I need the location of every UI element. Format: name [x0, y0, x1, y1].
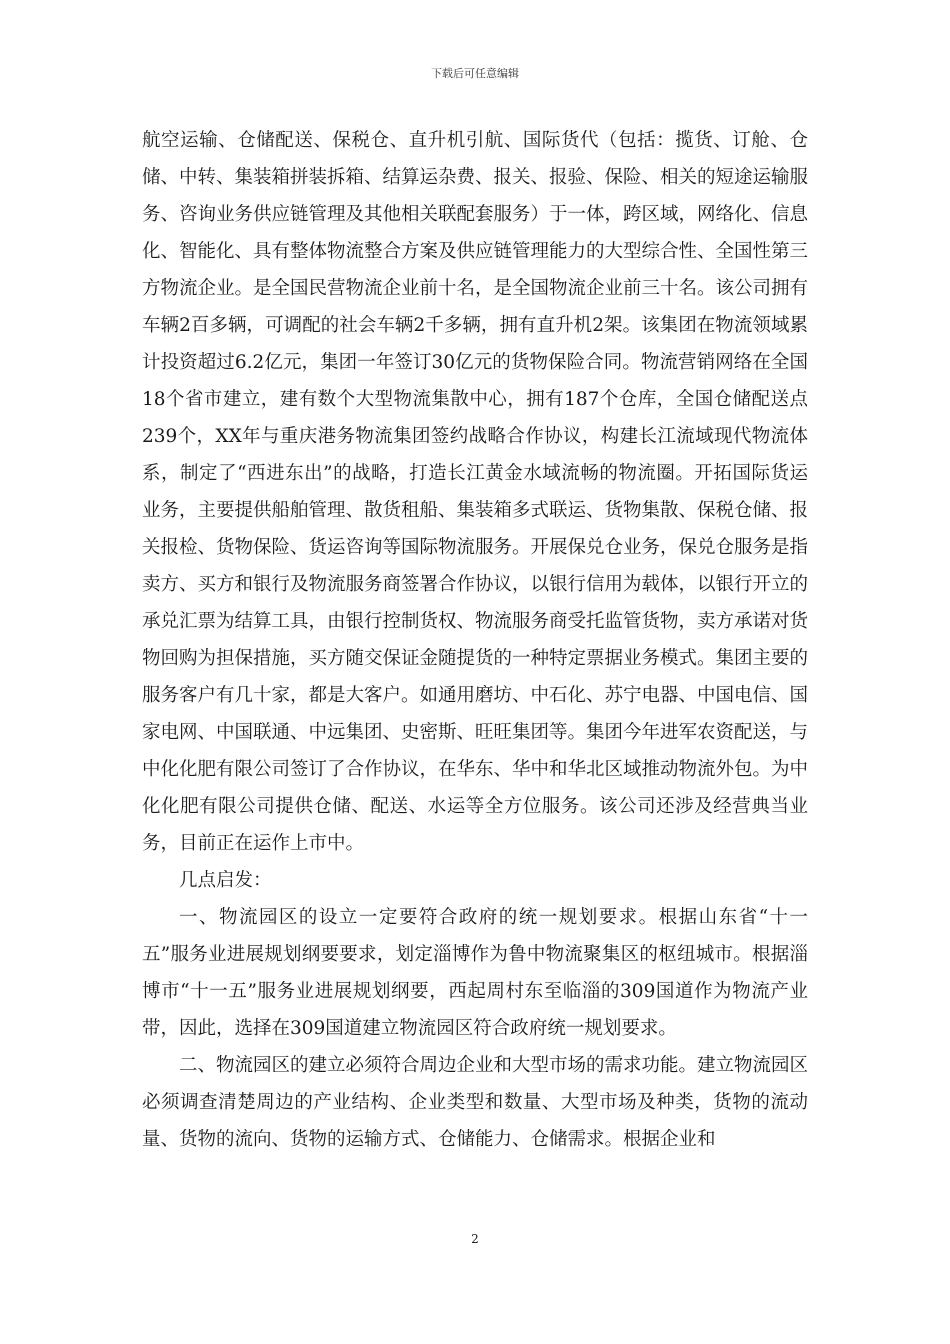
- paragraph-insight-one: 一、物流园区的设立一定要符合政府的统一规划要求。根据山东省“十一五”服务业进展规划纲要要求，划定淄博作为鲁中物流聚集区的枢纽城市。根据淄博市“十一五”服务业进展规划纲要，西起周村东至临淄的309国道作为物流产业带，因此，选择在309国道建立物流园区符合政府统一规划要求。: [142, 907, 808, 1039]
- paragraph-insight-two: 二、物流园区的建立必须符合周边企业和大型市场的需求功能。建立物流园区必须调查清楚周边的产业结构、企业类型和数量、大型市场及种类，货物的流动量、货物的流向、货物的运输方式、仓储能力、仓储需求。根据企业和: [142, 1055, 809, 1150]
- header-text: 下载后可任意编辑: [431, 67, 519, 80]
- page-header: [0, 67, 950, 81]
- page-number: 2: [471, 1232, 479, 1246]
- document-body: [142, 122, 808, 1158]
- paragraph-company-profile: 航空运输、仓储配送、保税仓、直升机引航、国际货代（包括：揽货、订舱、仓储、中转、集装箱拼装拆箱、结算运杂费、报关、报验、保险、相关的短途运输服务、咨询业务供应链管理及其他相关联配套服务）于一体，跨区域，网络化、信息化、智能化、具有整体物流整合方案及供应链管理能力的大型综合性、全国性第三方物流企业。是全国民营物流企业前十名，是全国物流企业前三十名。该公司拥有车辆2百多辆，可调配的社会车辆2千多辆，拥有直升机2架。该集团在物流领域累计投资超过6.2亿元，集团一年签订30亿元的货物保险合同。物流营销网络在全国18个省市建立，建有数个大型物流集散中心，拥有187个仓库，全国仓储配送点239个，XX年与重庆港务物流集团签约战略合作协议，构建长江流域现代物流体系，制定了“西进东出”的战略，打造长江黄金水域流畅的物流圈。开拓国际货运业务，主要提供船舶管理、散货租船、集装箱多式联运、货物集散、保税仓储、报关报检、货物保险、货运咨询等国际物流服务。开展保兑仓业务，保兑仓服务是指卖方、买方和银行及物流服务商签署合作协议，以银行信用为载体，以银行开立的承兑汇票为结算工具，由银行控制货权、物流服务商受托监管货物，卖方承诺对货物回购为担保措施，买方随交保证金随提货的一种特定票据业务模式。集团主要的服务客户有几十家，都是大客户。如通用磨坊、中石化、苏宁电器、中国电信、国家电网、中国联通、中远集团、史密斯、旺旺集团等。集团今年进军农资配送，与中化化肥有限公司签订了合作协议，在华东、华中和华北区域推动物流外包。为中化化肥有限公司提供仓储、配送、水运等全方位服务。该公司还涉及经营典当业务，目前正在运作上市中。: [142, 130, 809, 854]
- page-footer: [0, 1231, 950, 1247]
- paragraph-insights-heading: 几点启发：: [179, 870, 272, 891]
